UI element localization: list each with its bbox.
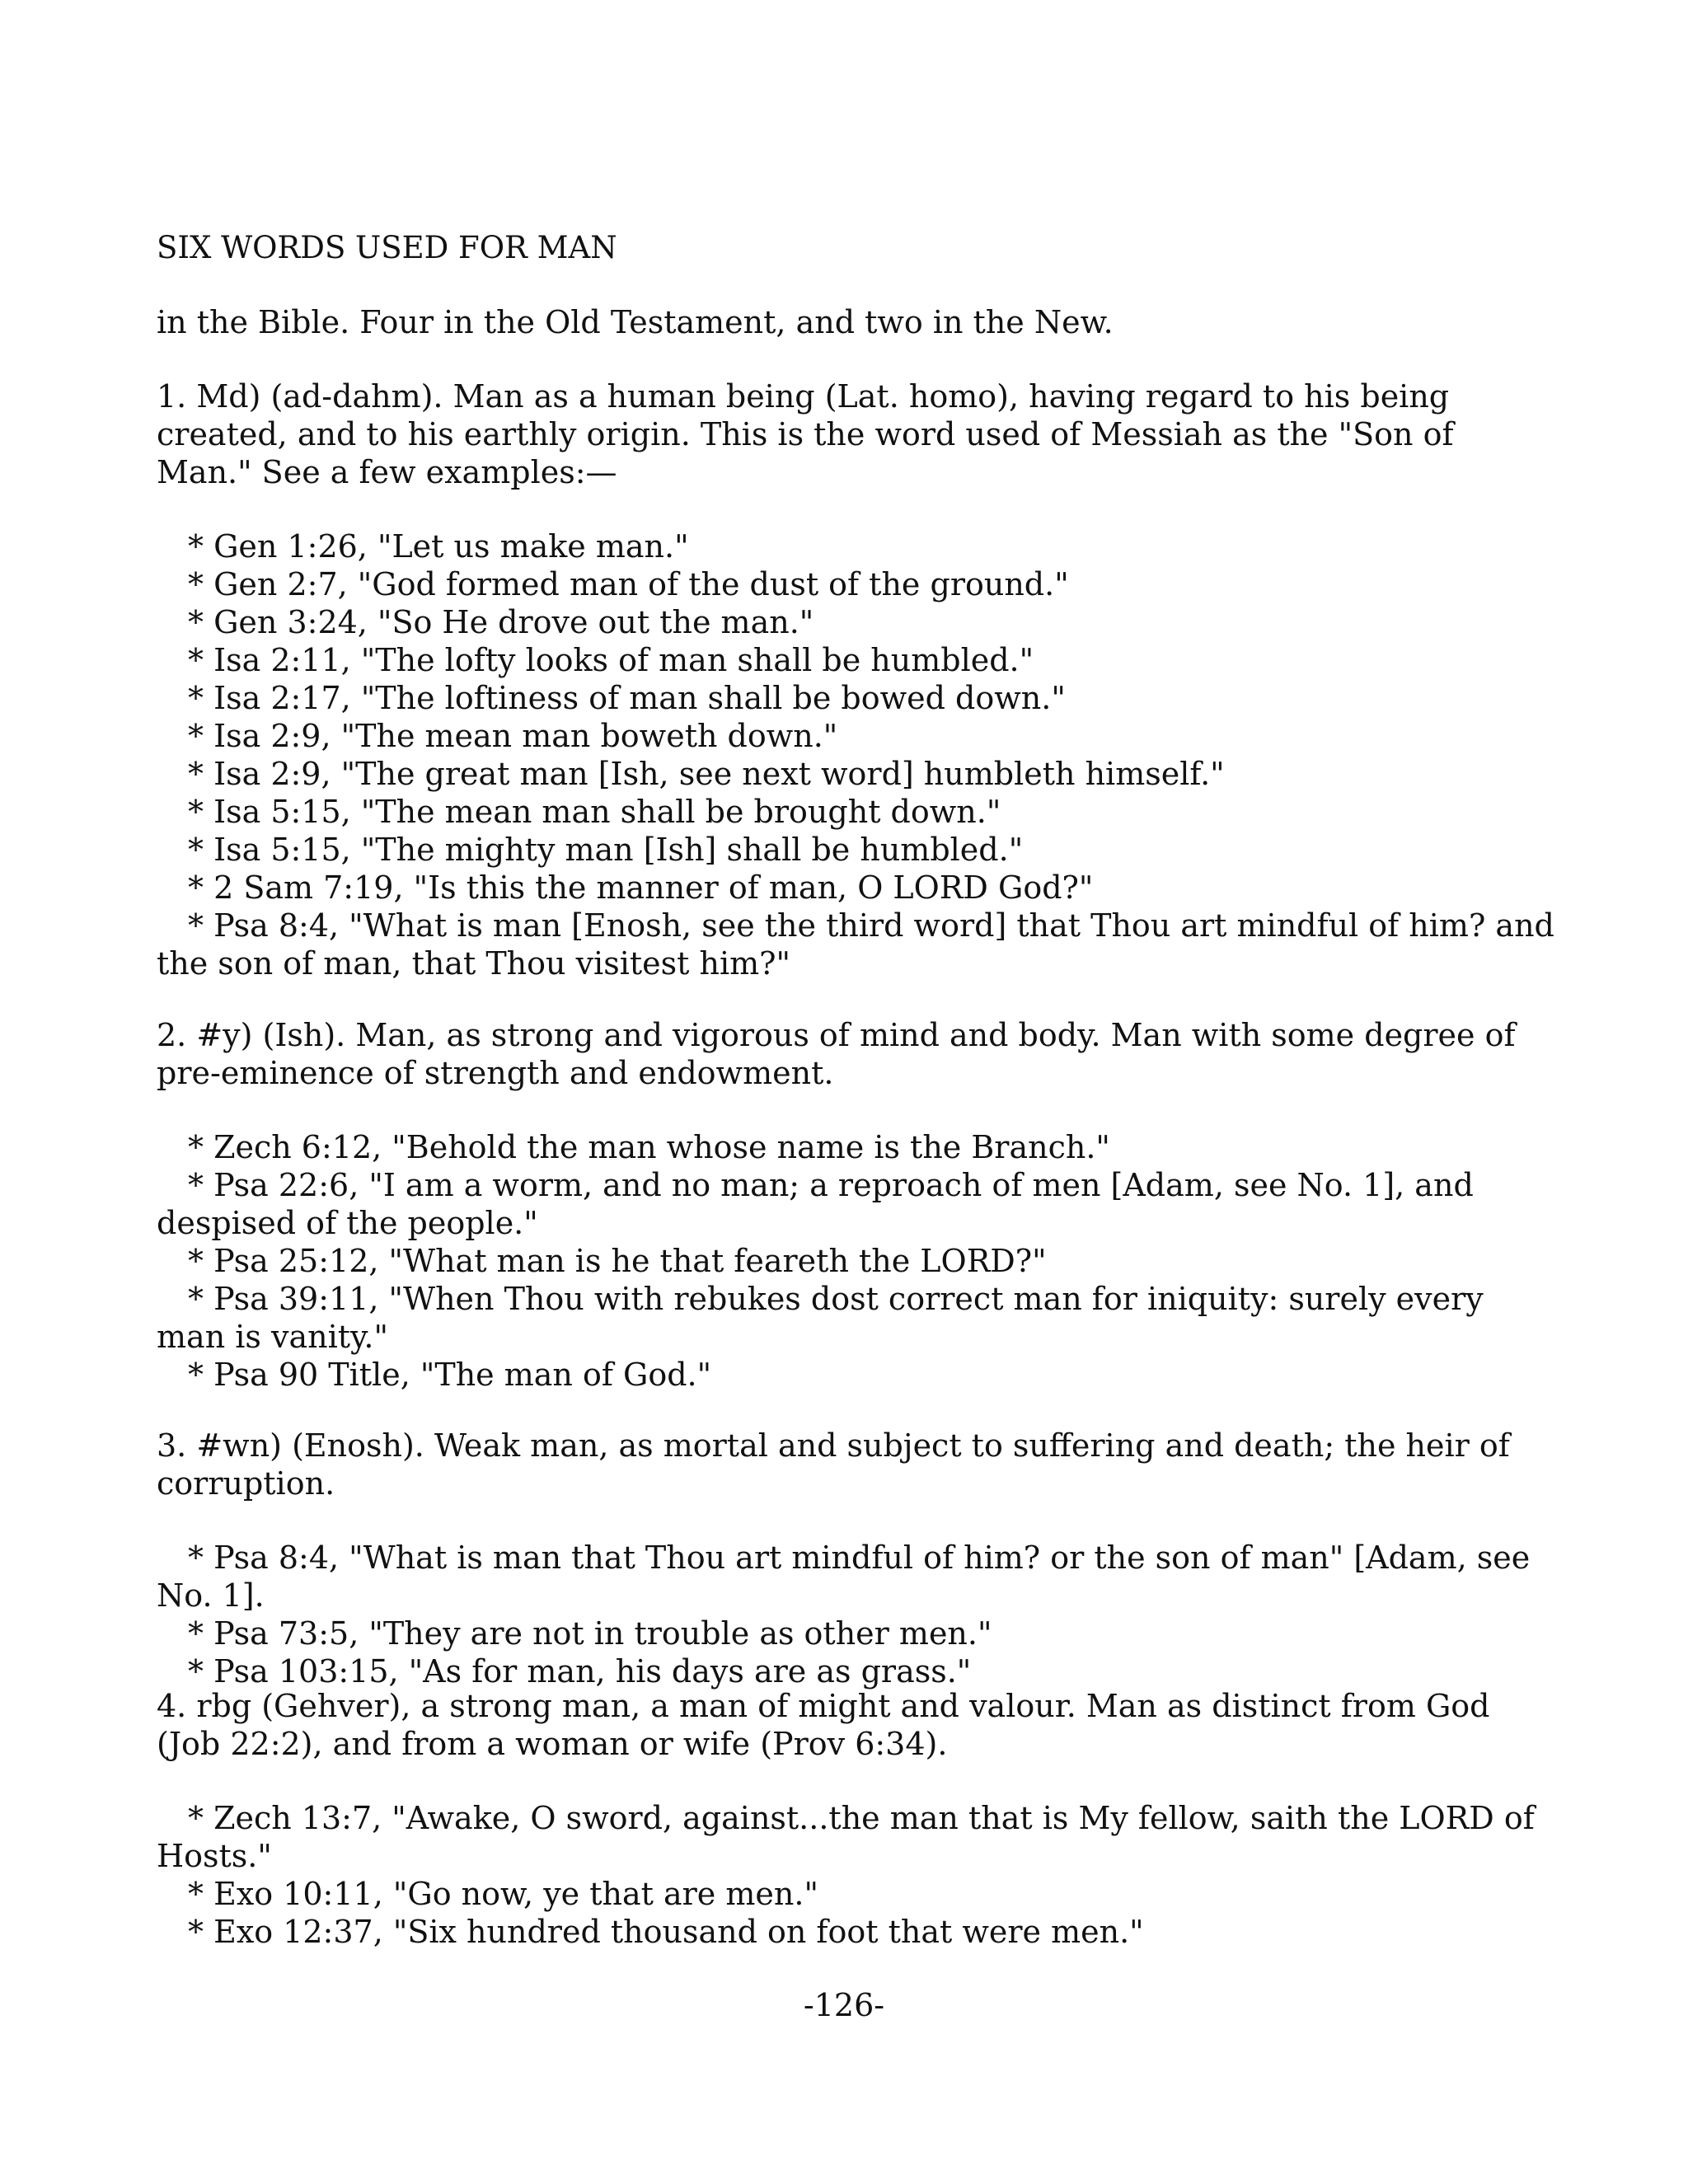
list-item: * Isa 2:17, "The loftiness of man shall be bowed down.": [188, 680, 1066, 716]
section-2-paragraph: 2. #y) (Ish). Man, as strong and vigorous of mind and body. Man with some degree of pre-eminence of strength and endowment.: [157, 1017, 1516, 1091]
list-item: * Psa 22:6, "I am a worm, and no man; a reproach of men [Adam, see No. 1], and despised of the people.": [157, 1167, 1474, 1241]
intro-paragraph: in the Bible. Four in the Old Testament, and two in the New.: [157, 304, 1114, 340]
list-item: * Psa 8:4, "What is man that Thou art mindful of him? or the son of man" [Adam, see No. 1].: [157, 1540, 1531, 1614]
list-item: * Gen 2:7, "God formed man of the dust of the ground.": [188, 566, 1069, 602]
list-item: * Exo 10:11, "Go now, ye that are men.": [188, 1876, 818, 1912]
list-item: * Psa 25:12, "What man is he that feareth the LORD?": [188, 1243, 1047, 1279]
list-item: * Exo 12:37, "Six hundred thousand on foot that were men.": [188, 1914, 1144, 1950]
section-4-list: [157, 1799, 1558, 1951]
list-item: * Psa 39:11, "When Thou with rebukes dost correct man for iniquity: surely every man is vanity.": [157, 1281, 1484, 1355]
section-2-list: [157, 1128, 1558, 1394]
list-item: * Psa 73:5, "They are not in trouble as other men.": [188, 1615, 992, 1652]
section-1-list: [157, 527, 1558, 982]
list-item: * Psa 8:4, "What is man [Enosh, see the third word] that Thou art mindful of him? and the son of man, that Thou visitest him?": [157, 907, 1554, 982]
page-number: -126-: [803, 1987, 885, 2023]
list-item: * Psa 90 Title, "The man of God.": [188, 1357, 712, 1393]
section-4-paragraph: 4. rbg (Gehver), a strong man, a man of might and valour. Man as distinct from God (Job 22:2), and from a woman or wife (Prov 6:34).: [157, 1688, 1490, 1762]
list-item: * Isa 5:15, "The mighty man [Ish] shall be humbled.": [188, 832, 1024, 868]
list-item: * Isa 2:11, "The lofty looks of man shall be humbled.": [188, 642, 1034, 678]
section-3-list: [157, 1539, 1558, 1690]
list-item: * Psa 103:15, "As for man, his days are as grass.": [188, 1653, 972, 1690]
list-item: * 2 Sam 7:19, "Is this the manner of man, O LORD God?": [188, 869, 1094, 906]
list-item: * Zech 6:12, "Behold the man whose name is the Branch.": [188, 1129, 1110, 1165]
list-item: * Isa 2:9, "The great man [Ish, see next word] humbleth himself.": [188, 756, 1225, 792]
list-item: * Isa 2:9, "The mean man boweth down.": [188, 718, 838, 754]
section-1-paragraph: 1. Md) (ad-dahm). Man as a human being (Lat. homo), having regard to his being created, and to his earthly origin. This is the word used of Messiah as the "Son of Man." See a few examples:—: [157, 378, 1454, 490]
list-item: * Gen 1:26, "Let us make man.": [188, 528, 689, 565]
list-item: * Zech 13:7, "Awake, O sword, against...the man that is My fellow, saith the LORD of Hosts.": [157, 1800, 1535, 1874]
list-item: * Isa 5:15, "The mean man shall be brought down.": [188, 794, 1001, 830]
list-item: * Gen 3:24, "So He drove out the man.": [188, 604, 814, 640]
section-3-paragraph: 3. #wn) (Enosh). Weak man, as mortal and subject to suffering and death; the heir of corruption.: [157, 1427, 1510, 1502]
page-heading: SIX WORDS USED FOR MAN: [157, 230, 617, 265]
